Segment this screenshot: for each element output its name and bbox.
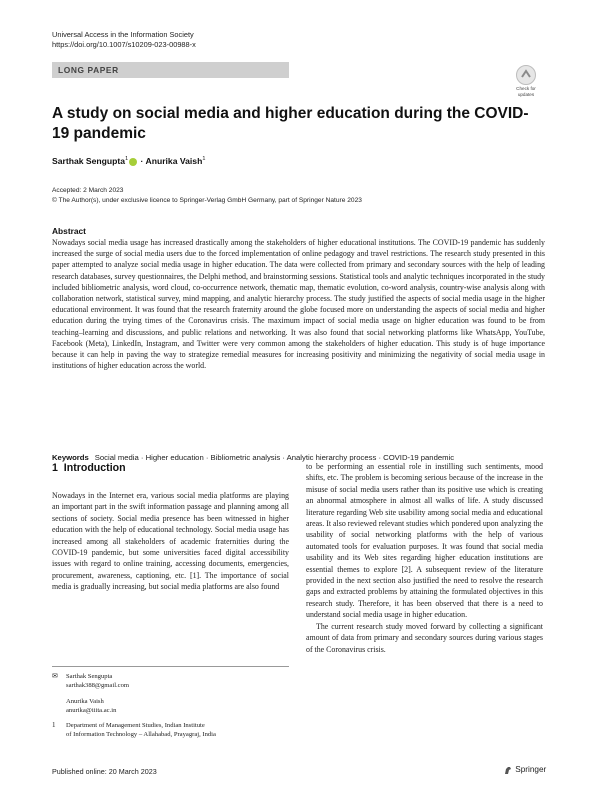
affiliation-line: of Information Technology – Allahabad, Prayagraj, India bbox=[66, 731, 216, 739]
article-title: A study on social media and higher education during the COVID-19 pandemic bbox=[52, 105, 529, 142]
badge-line2: updates bbox=[517, 91, 535, 97]
badge-line1: Check for bbox=[516, 86, 536, 91]
author-affil-sup: 1 bbox=[202, 156, 206, 163]
paragraph: to be performing an essential role in instilling such sentiments, mood shifts, etc. The problem is becoming serious because of the increase in the misuse of social media users rather than its positive use which is creating an abnormal atmosphere in almost all walks of life. A study discussed literature regarding Web site usability among social media and educational areas. It also reviewed relevant studies which pondered upon analyzing the usability of social networking platforms with the help of various automated tools for evaluation purposes. It was found that social media usability and its Web sites regarding higher education institutions are essential themes to explore [2]. A subsequent review of the literature provided in the next section also justified the need to resolve the research gaps and extracted problems by attaining the formulated objectives in this research study. Therefore, it has been observed that there is a need to understand social media usage in higher education. bbox=[306, 462, 543, 620]
article-meta bbox=[52, 186, 362, 205]
footnote-email[interactable]: anurika@iiita.ac.in bbox=[66, 706, 117, 714]
abstract-text: Nowadays social media usage has increased drastically among the stakeholders of higher educational institutions. The COVID-19 pandemic has suddenly increased the surge of social media users due to the forced implementation of online pedagogy and travel restrictions. The research study presented in this paper attempted to analyze social media usage in higher education. The data were collected from primary and secondary sources with the help of leading research databases, survey questionnaires, the Delphi method, and brainstorming sessions. Statistical tools and analytic techniques incorporated in the study included bibliometric analysis, word cloud, co-occurrence network, thematic map, thematic evolution, co-word analysis, country-wise analysis along with collaboration network, statistical survey, mind mapping, and analytic hierarchy process. The study justified the aspects of social media usage in the higher educational environment. It was found that the research fraternity around the globe focused more on understanding the aspects of social media and higher education during the trying times of the Coronavirus crisis. The maximum impact of social media usage on higher education was found to be from teaching–learning and discussions, and public relations and networking. It was also found that social networking platforms like WhatsApp, YouTube, Facebook (Meta), LinkedIn, Instagram, and Twitter were very common among the stakeholders of higher education. This study is of huge importance because it can help in paving the way to strategize remedial measures for increasing positivity and minimizing the negativity of social media usage in institutions of higher education across the world. bbox=[52, 238, 545, 371]
published-online: Published online: 20 March 2023 bbox=[52, 767, 157, 776]
footnote-rule bbox=[52, 666, 289, 667]
orcid-icon[interactable] bbox=[129, 158, 137, 166]
doi-link[interactable]: https://doi.org/10.1007/s10209-023-00988-x bbox=[52, 40, 196, 49]
footnotes bbox=[52, 672, 289, 740]
abstract-heading: Abstract bbox=[52, 226, 86, 236]
keywords-label: Keywords bbox=[52, 453, 89, 462]
footnote-author-name: Anurika Vaish bbox=[66, 697, 104, 705]
publisher-logo[interactable] bbox=[503, 765, 546, 775]
body-column-left bbox=[52, 490, 289, 593]
article-type-band bbox=[52, 62, 289, 78]
affiliation-block bbox=[52, 721, 289, 740]
section-number: 1 bbox=[52, 462, 58, 474]
affiliation-mark: 1 bbox=[52, 721, 56, 730]
keywords-text: Social media · Higher education · Bibliometric analysis · Analytic hierarchy process · COVID-19 pandemic bbox=[94, 453, 455, 462]
contact-block bbox=[52, 672, 289, 715]
author-name[interactable]: Anurika Vaish bbox=[145, 156, 203, 166]
affiliation-line: Department of Management Studies, Indian Institute bbox=[66, 722, 205, 730]
author-separator: · bbox=[140, 156, 144, 166]
author-name[interactable]: Sarthak Sengupta bbox=[52, 156, 126, 166]
section-heading bbox=[52, 462, 126, 474]
paragraph: The current research study moved forward by collecting a significant amount of data from primary and secondary sources during various stages of the Coronavirus crisis. bbox=[306, 621, 543, 654]
journal-name: Universal Access in the Information Society bbox=[52, 30, 194, 39]
accepted-date: Accepted: 2 March 2023 bbox=[52, 187, 124, 194]
footnote-email[interactable]: sarthak388@gmail.com bbox=[66, 682, 130, 690]
author-line bbox=[52, 156, 205, 166]
journal-header bbox=[52, 30, 196, 50]
article-type-label: LONG PAPER bbox=[58, 65, 119, 75]
author-affil-sup: 1 bbox=[125, 156, 129, 163]
check-for-updates-badge[interactable] bbox=[512, 65, 540, 99]
publisher-name: Springer bbox=[515, 765, 547, 775]
body-column-right bbox=[306, 461, 543, 655]
check-updates-icon bbox=[516, 65, 536, 85]
envelope-icon: ✉ bbox=[52, 672, 58, 680]
paragraph: Nowadays in the Internet era, various social media platforms are playing an important part in the swift information passage and planning among all sections of society. Social media presence has been witnessed in higher education with the help of educational technology. Social media usage has increased among all stakeholders of academic fraternities during the COVID-19 pandemic, but some universities faced digital accessibility issues with regard to online training, accessing documents, emergencies, procurement, awareness, captioning, etc. [1]. The importance of social media is gradually increasing, but social media platforms are also found bbox=[52, 491, 289, 592]
springer-horse-icon bbox=[503, 765, 513, 775]
footnote-author-name: Sarthak Sengupta bbox=[66, 673, 113, 680]
copyright-line: © The Author(s), under exclusive licence to Springer-Verlag GmbH Germany, part of Springer Nature 2023 bbox=[52, 196, 362, 204]
section-title: Introduction bbox=[63, 462, 126, 474]
